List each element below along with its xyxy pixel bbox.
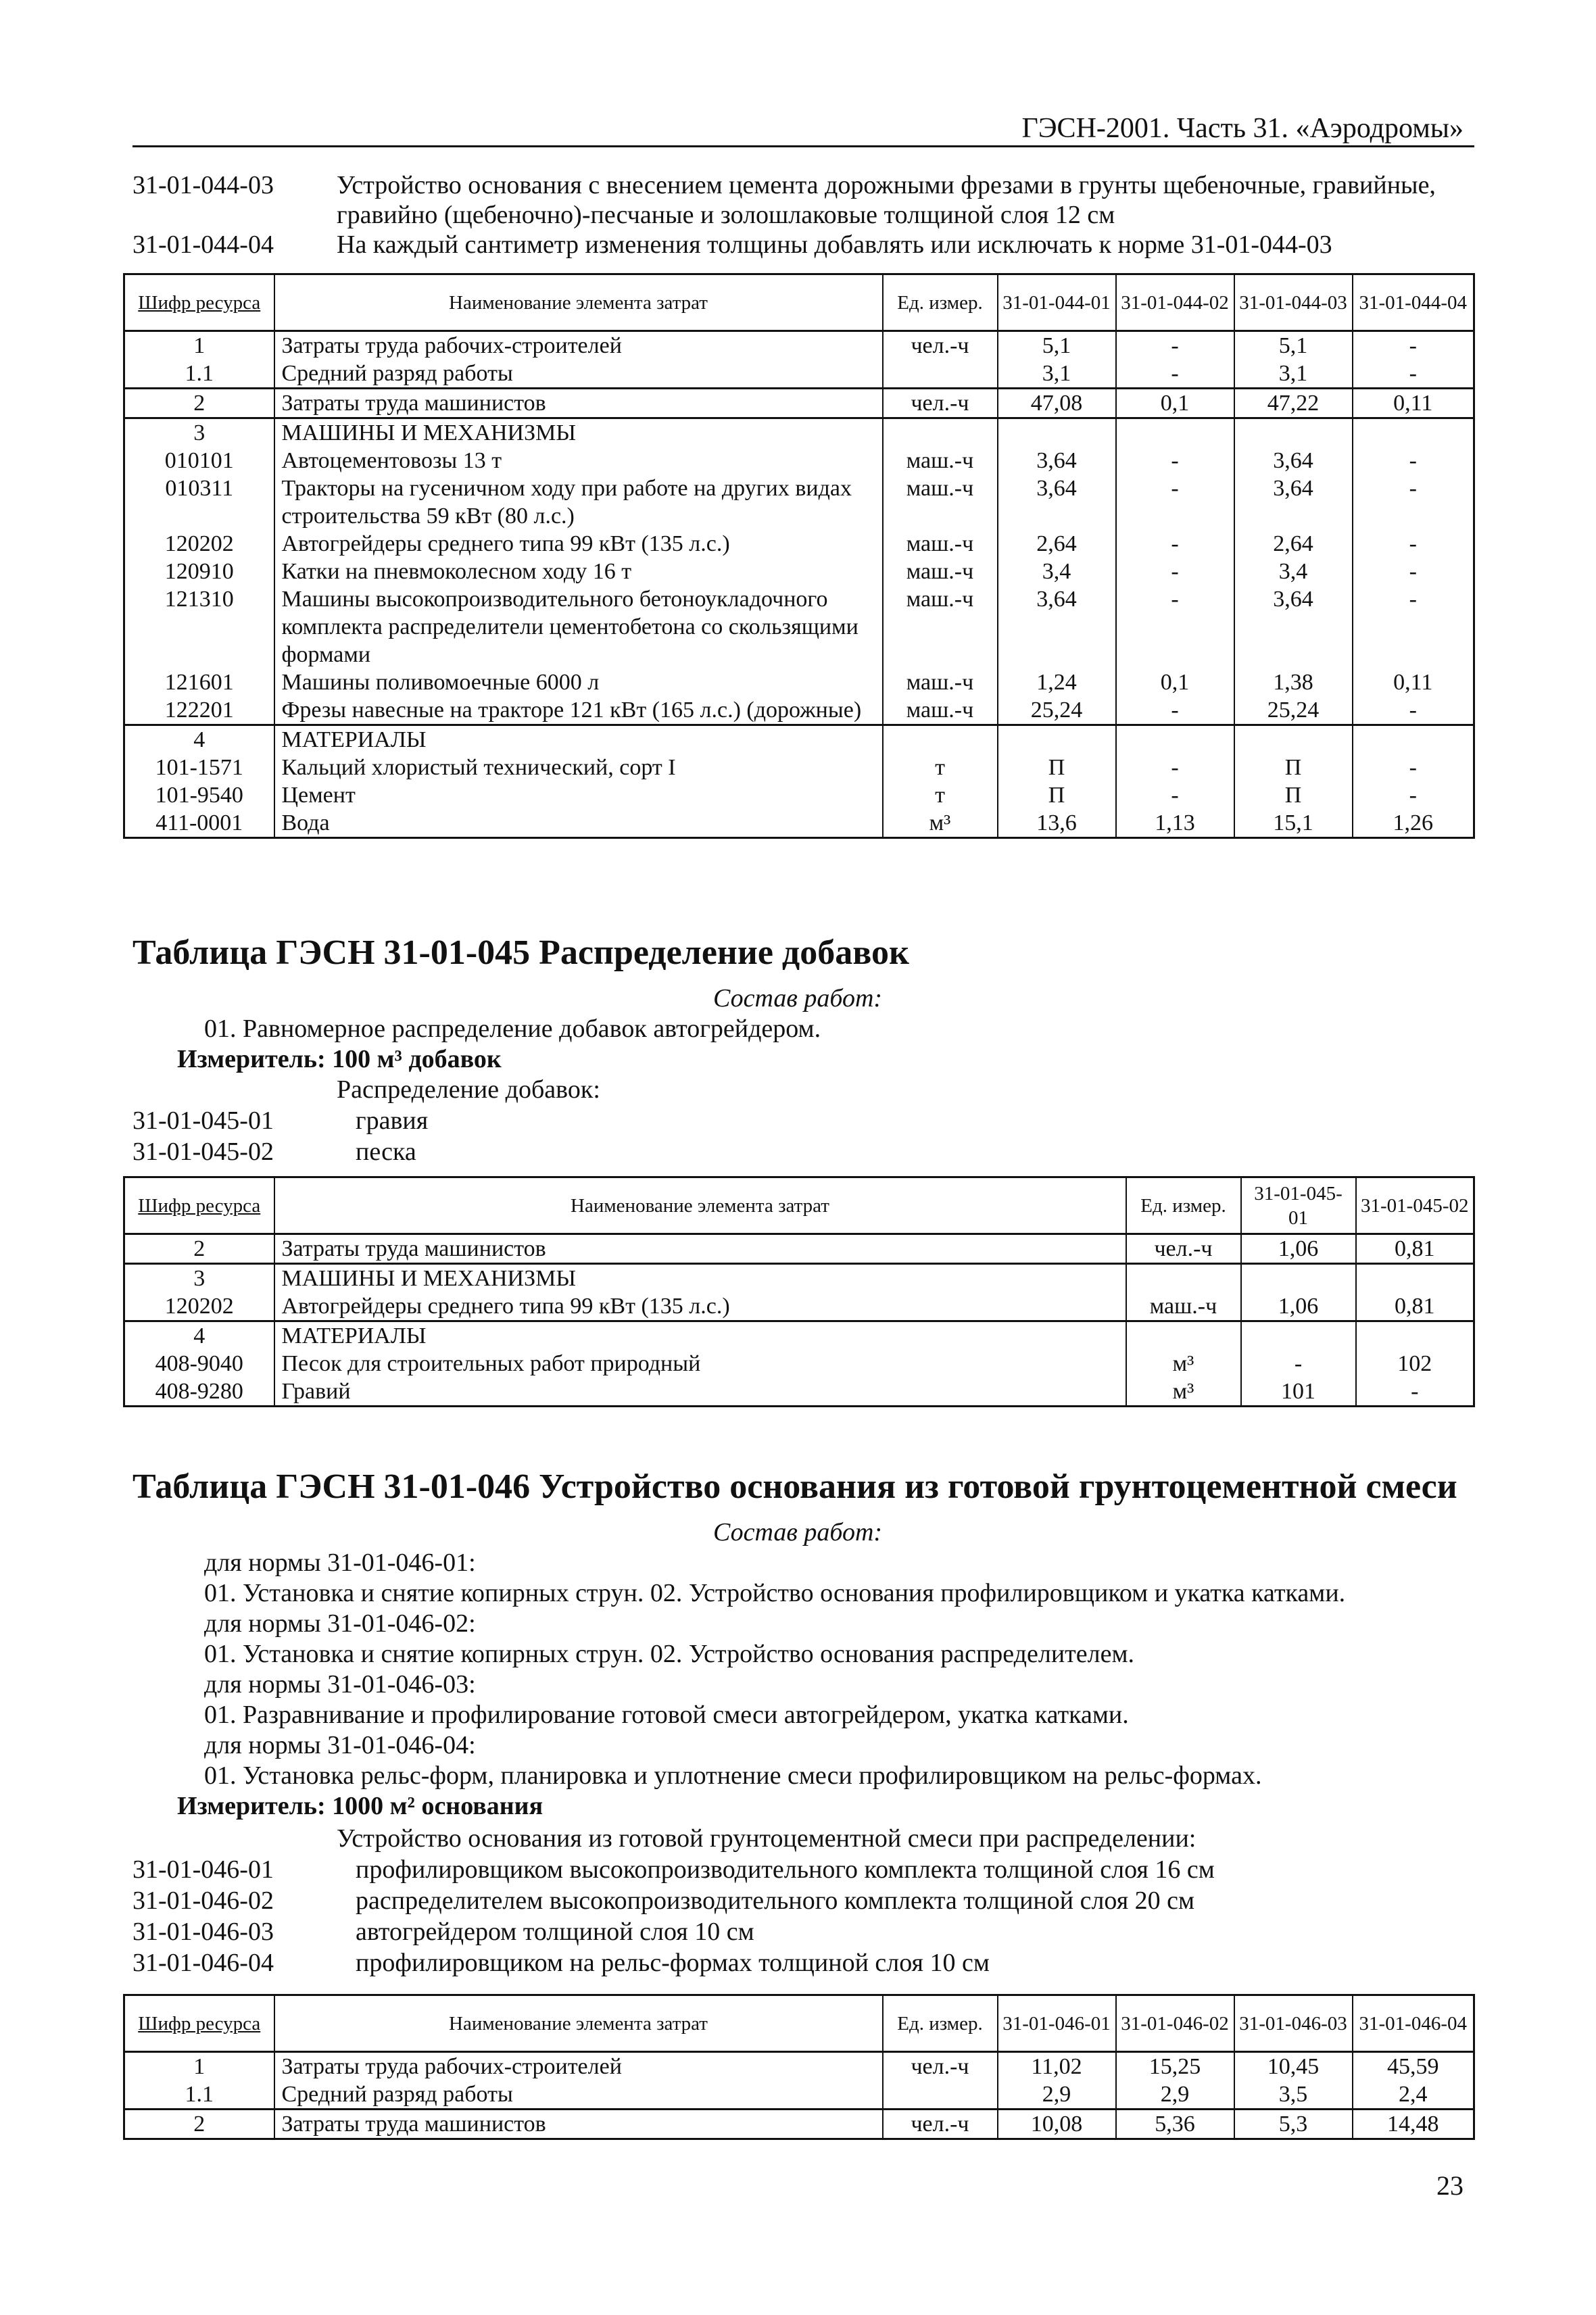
cell-unit: чел.-ч xyxy=(883,331,998,360)
cell-unit: м³ xyxy=(1126,1350,1241,1378)
work-norm-label: для нормы 31-01-046-02: xyxy=(204,1609,476,1638)
cell-name: Средний разряд работы xyxy=(274,2080,883,2110)
cell-name: Тракторы на гусеничном ходу при работе на других видах строительства 59 кВт (80 л.с.) xyxy=(274,474,883,530)
table-row xyxy=(124,809,1474,838)
cell-code: 4 xyxy=(124,725,274,754)
cell-unit: маш.-ч xyxy=(883,585,998,668)
cell-value: 3,64 xyxy=(1234,474,1353,530)
cell-value: 1,06 xyxy=(1241,1292,1356,1321)
norm-item-046-01 xyxy=(132,1855,1471,1884)
cell-value: - xyxy=(1353,696,1474,725)
cell-code: 120910 xyxy=(124,558,274,585)
table-row xyxy=(124,585,1474,668)
cell-code: 411-0001 xyxy=(124,809,274,838)
cell-unit: чел.-ч xyxy=(1126,1234,1241,1264)
cell-code: 1 xyxy=(124,331,274,360)
cell-code: 1 xyxy=(124,2052,274,2081)
cell-code: 120202 xyxy=(124,530,274,558)
table-section-row xyxy=(124,418,1474,447)
cell-unit: маш.-ч xyxy=(883,530,998,558)
work-item: 01. Установка рельс-форм, планировка и уплотнение смеси профилировщиком на рельс-формах. xyxy=(204,1761,1262,1790)
cell-value: 13,6 xyxy=(998,809,1116,838)
table-row xyxy=(124,389,1474,418)
cell-name: Затраты труда рабочих-строителей xyxy=(274,2052,883,2081)
col-header-unit: Ед. измер. xyxy=(1126,1177,1241,1234)
table-row xyxy=(124,1292,1474,1321)
cell-name: Цемент xyxy=(274,781,883,809)
cell-name: Гравий xyxy=(274,1378,1126,1407)
section-title-045: Таблица ГЭСН 31-01-045 Распределение добавок xyxy=(132,933,909,972)
norm-description: песка xyxy=(356,1138,416,1166)
col-header-norm: 31-01-044-03 xyxy=(1234,274,1353,331)
cell-unit: маш.-ч xyxy=(1126,1292,1241,1321)
cell-value: - xyxy=(1116,754,1234,781)
header-divider xyxy=(132,145,1474,147)
cell-value: 3,1 xyxy=(998,360,1116,389)
cell-value: 0,1 xyxy=(1116,389,1234,418)
norm-code: 31-01-045-01 xyxy=(132,1106,274,1135)
col-header-norm: 31-01-045-01 xyxy=(1241,1177,1356,1234)
cell-value: П xyxy=(998,781,1116,809)
norm-item-046-04 xyxy=(132,1948,1471,1978)
cell-value: - xyxy=(1353,474,1474,530)
norm-description: гравия xyxy=(356,1106,429,1135)
cell-code: 101-1571 xyxy=(124,754,274,781)
cell-value: 5,36 xyxy=(1116,2110,1234,2139)
table-row xyxy=(124,474,1474,530)
cell-value: - xyxy=(1116,474,1234,530)
cell-value: 0,81 xyxy=(1356,1234,1474,1264)
cell-unit: т xyxy=(883,754,998,781)
cell-value: - xyxy=(1353,585,1474,668)
cell-name: Кальций хлористый технический, сорт I xyxy=(274,754,883,781)
cell-value: 15,1 xyxy=(1234,809,1353,838)
work-norm-label: для нормы 31-01-046-03: xyxy=(204,1670,476,1699)
cell-value: 0,1 xyxy=(1116,668,1234,696)
cell-code: 101-9540 xyxy=(124,781,274,809)
cell-unit: чел.-ч xyxy=(883,2052,998,2081)
cell-code: 2 xyxy=(124,1234,274,1264)
cell-name: Затраты труда машинистов xyxy=(274,1234,1126,1264)
table-section-row xyxy=(124,1321,1474,1350)
cell-value: 11,02 xyxy=(998,2052,1116,2081)
cell-value: - xyxy=(1353,447,1474,474)
work-item: 01. Установка и снятие копирных струн. 02. Устройство основания распределителем. xyxy=(204,1640,1134,1668)
norm-item-046-02 xyxy=(132,1886,1471,1916)
cell-value: 0,11 xyxy=(1353,389,1474,418)
cell-unit: м³ xyxy=(883,809,998,838)
cell-unit: маш.-ч xyxy=(883,474,998,530)
col-header-code: Шифр ресурса xyxy=(124,1177,274,1234)
col-header-norm: 31-01-046-03 xyxy=(1234,1995,1353,2052)
table-row xyxy=(124,781,1474,809)
table-row xyxy=(124,2052,1474,2081)
cell-code: 1.1 xyxy=(124,360,274,389)
col-header-name: Наименование элемента затрат xyxy=(274,1177,1126,1234)
norm-description: автогрейдером толщиной слоя 10 см xyxy=(356,1918,754,1946)
cell-value: 101 xyxy=(1241,1378,1356,1407)
cell-value: - xyxy=(1356,1378,1474,1407)
col-header-norm: 31-01-046-01 xyxy=(998,1995,1116,2052)
cell-unit xyxy=(883,360,998,389)
col-header-norm: 31-01-044-01 xyxy=(998,274,1116,331)
cell-name: Катки на пневмоколесном ходу 16 т xyxy=(274,558,883,585)
norm-item-044-03 xyxy=(132,170,1471,230)
section-title-046: Таблица ГЭСН 31-01-046 Устройство основания из готовой грунтоцементной смеси xyxy=(132,1467,1457,1506)
cell-value: 3,1 xyxy=(1234,360,1353,389)
running-header: ГЭСН-2001. Часть 31. «Аэродромы» xyxy=(1021,113,1464,144)
cell-name: Средний разряд работы xyxy=(274,360,883,389)
table-header-row xyxy=(124,1177,1474,1234)
cell-code: 408-9280 xyxy=(124,1378,274,1407)
cell-value: 2,4 xyxy=(1353,2080,1474,2110)
cell-name: Машины высокопроизводительного бетоноукладочного комплекта распределители цементобетона со скользящими формами xyxy=(274,585,883,668)
cell-value: - xyxy=(1353,754,1474,781)
cell-code: 2 xyxy=(124,2110,274,2139)
norm-code: 31-01-046-04 xyxy=(132,1949,274,1977)
col-header-name: Наименование элемента затрат xyxy=(274,274,883,331)
cell-value: 47,22 xyxy=(1234,389,1353,418)
cell-value: 3,5 xyxy=(1234,2080,1353,2110)
cell-unit: м³ xyxy=(1126,1378,1241,1407)
cell-value: 1,24 xyxy=(998,668,1116,696)
page-number: 23 xyxy=(1436,2170,1464,2201)
cell-value: П xyxy=(998,754,1116,781)
cell-value: - xyxy=(1353,331,1474,360)
cell-value: - xyxy=(1116,781,1234,809)
group-label: Устройство основания из готовой грунтоцементной смеси при распределении: xyxy=(337,1824,1196,1853)
cell-value: 102 xyxy=(1356,1350,1474,1378)
cell-section-title: МАШИНЫ И МЕХАНИЗМЫ xyxy=(274,418,883,447)
cell-value: - xyxy=(1116,585,1234,668)
col-header-norm: 31-01-046-02 xyxy=(1116,1995,1234,2052)
table-row xyxy=(124,668,1474,696)
cell-value: 15,25 xyxy=(1116,2052,1234,2081)
cell-value: - xyxy=(1353,558,1474,585)
cell-code: 122201 xyxy=(124,696,274,725)
cell-value: - xyxy=(1241,1350,1356,1378)
work-norm-label: для нормы 31-01-046-01: xyxy=(204,1549,476,1577)
cell-value: П xyxy=(1234,754,1353,781)
cell-value: - xyxy=(1116,447,1234,474)
cell-code: 408-9040 xyxy=(124,1350,274,1378)
cell-value: 5,1 xyxy=(1234,331,1353,360)
cell-name: Песок для строительных работ природный xyxy=(274,1350,1126,1378)
cell-value: 1,06 xyxy=(1241,1234,1356,1264)
col-header-unit: Ед. измер. xyxy=(883,274,998,331)
cell-value: - xyxy=(1353,530,1474,558)
col-header-unit: Ед. измер. xyxy=(883,1995,998,2052)
cell-code: 121601 xyxy=(124,668,274,696)
table-row xyxy=(124,2110,1474,2139)
cell-unit: маш.-ч xyxy=(883,558,998,585)
work-composition-label: Состав работ: xyxy=(713,1518,883,1546)
cell-value: 2,64 xyxy=(998,530,1116,558)
norm-description: профилировщиком на рельс-формах толщиной слоя 10 см xyxy=(356,1949,990,1977)
table-header-row xyxy=(124,1995,1474,2052)
cell-value: 10,08 xyxy=(998,2110,1116,2139)
table-row xyxy=(124,331,1474,360)
cell-unit: чел.-ч xyxy=(883,2110,998,2139)
cell-unit: маш.-ч xyxy=(883,447,998,474)
cell-section-title: МАШИНЫ И МЕХАНИЗМЫ xyxy=(274,1264,1126,1293)
resource-table-046 xyxy=(123,1994,1475,2140)
cell-value: 45,59 xyxy=(1353,2052,1474,2081)
cell-value: - xyxy=(1116,530,1234,558)
cell-value: 14,48 xyxy=(1353,2110,1474,2139)
table-row xyxy=(124,696,1474,725)
cell-value: - xyxy=(1116,331,1234,360)
work-norm-label: для нормы 31-01-046-04: xyxy=(204,1731,476,1759)
cell-name: Фрезы навесные на тракторе 121 кВт (165 л.с.) (дорожные) xyxy=(274,696,883,725)
cell-name: Автоцементовозы 13 т xyxy=(274,447,883,474)
cell-name: Затраты труда машинистов xyxy=(274,389,883,418)
cell-code: 120202 xyxy=(124,1292,274,1321)
measure-unit: Измеритель: 100 м³ добавок xyxy=(177,1045,502,1073)
norm-code: 31-01-046-02 xyxy=(132,1886,274,1915)
col-header-norm: 31-01-044-02 xyxy=(1116,274,1234,331)
norm-code: 31-01-044-03 xyxy=(132,171,274,199)
norm-item-045-02 xyxy=(132,1137,808,1167)
norm-code: 31-01-044-04 xyxy=(132,230,274,259)
cell-value: 3,64 xyxy=(998,447,1116,474)
cell-name: Вода xyxy=(274,809,883,838)
cell-code: 1.1 xyxy=(124,2080,274,2110)
cell-code: 4 xyxy=(124,1321,274,1350)
cell-value: 2,64 xyxy=(1234,530,1353,558)
cell-value: 5,3 xyxy=(1234,2110,1353,2139)
table-row xyxy=(124,2080,1474,2110)
norm-description: Устройство основания с внесением цемента дорожными фрезами в грунты щебеночные, гравийные, гравийно (щебеночно)-песчаные и золошлаковые толщиной слоя 12 см xyxy=(337,171,1436,229)
table-row xyxy=(124,1350,1474,1378)
col-header-norm: 31-01-046-04 xyxy=(1353,1995,1474,2052)
cell-value: 3,64 xyxy=(1234,585,1353,668)
table-section-row xyxy=(124,725,1474,754)
col-header-norm: 31-01-045-02 xyxy=(1356,1177,1474,1234)
cell-code: 3 xyxy=(124,418,274,447)
measure-unit: Измеритель: 1000 м² основания xyxy=(177,1792,543,1820)
cell-value: 3,4 xyxy=(1234,558,1353,585)
cell-value: П xyxy=(1234,781,1353,809)
table-row xyxy=(124,447,1474,474)
norm-code: 31-01-046-01 xyxy=(132,1855,274,1884)
cell-value: 1,13 xyxy=(1116,809,1234,838)
table-row xyxy=(124,754,1474,781)
cell-value: 1,38 xyxy=(1234,668,1353,696)
cell-section-title: МАТЕРИАЛЫ xyxy=(274,725,883,754)
cell-value: - xyxy=(1353,360,1474,389)
cell-value: 2,9 xyxy=(1116,2080,1234,2110)
cell-name: Машины поливомоечные 6000 л xyxy=(274,668,883,696)
cell-unit: маш.-ч xyxy=(883,668,998,696)
cell-name: Затраты труда машинистов xyxy=(274,2110,883,2139)
norm-item-044-04 xyxy=(132,230,1471,260)
cell-value: 0,81 xyxy=(1356,1292,1474,1321)
norm-item-046-03 xyxy=(132,1917,1471,1947)
cell-section-title: МАТЕРИАЛЫ xyxy=(274,1321,1126,1350)
cell-value: - xyxy=(1116,360,1234,389)
norm-description: На каждый сантиметр изменения толщины добавлять или исключать к норме 31-01-044-03 xyxy=(337,230,1332,259)
resource-table-045 xyxy=(123,1176,1475,1407)
cell-value: 25,24 xyxy=(1234,696,1353,725)
cell-value: - xyxy=(1116,558,1234,585)
work-item: 01. Установка и снятие копирных струн. 02. Устройство основания профилировщиком и укатка катками. xyxy=(204,1579,1346,1607)
cell-value: 3,4 xyxy=(998,558,1116,585)
col-header-code: Шифр ресурса xyxy=(124,1995,274,2052)
norm-code: 31-01-045-02 xyxy=(132,1138,274,1166)
col-header-norm: 31-01-044-04 xyxy=(1353,274,1474,331)
cell-unit: чел.-ч xyxy=(883,389,998,418)
col-header-name: Наименование элемента затрат xyxy=(274,1995,883,2052)
cell-value: 1,26 xyxy=(1353,809,1474,838)
cell-code: 010311 xyxy=(124,474,274,530)
cell-code: 010101 xyxy=(124,447,274,474)
table-row xyxy=(124,1234,1474,1264)
cell-code: 3 xyxy=(124,1264,274,1293)
table-header-row xyxy=(124,274,1474,331)
norm-code: 31-01-046-03 xyxy=(132,1918,274,1946)
table-row xyxy=(124,1378,1474,1407)
table-row xyxy=(124,360,1474,389)
cell-value: 47,08 xyxy=(998,389,1116,418)
norm-description: профилировщиком высокопроизводительного комплекта толщиной слоя 16 см xyxy=(356,1855,1215,1884)
resource-table-044 xyxy=(123,273,1475,839)
cell-unit xyxy=(883,2080,998,2110)
cell-name: Автогрейдеры среднего типа 99 кВт (135 л.с.) xyxy=(274,1292,1126,1321)
cell-value: 5,1 xyxy=(998,331,1116,360)
norm-item-045-01 xyxy=(132,1106,808,1136)
cell-value: 2,9 xyxy=(998,2080,1116,2110)
group-label: Распределение добавок: xyxy=(337,1075,600,1104)
cell-value: 3,64 xyxy=(998,585,1116,668)
cell-value: - xyxy=(1116,696,1234,725)
norm-description: распределителем высокопроизводительного комплекта толщиной слоя 20 см xyxy=(356,1886,1195,1915)
cell-value: 10,45 xyxy=(1234,2052,1353,2081)
table-row xyxy=(124,530,1474,558)
cell-name: Автогрейдеры среднего типа 99 кВт (135 л.с.) xyxy=(274,530,883,558)
work-composition-label: Состав работ: xyxy=(713,984,883,1013)
cell-value: 25,24 xyxy=(998,696,1116,725)
cell-code: 2 xyxy=(124,389,274,418)
cell-value: - xyxy=(1353,781,1474,809)
work-item: 01. Разравнивание и профилирование готовой смеси автогрейдером, укатка катками. xyxy=(204,1701,1129,1729)
cell-name: Затраты труда рабочих-строителей xyxy=(274,331,883,360)
cell-unit: маш.-ч xyxy=(883,696,998,725)
cell-value: 3,64 xyxy=(998,474,1116,530)
cell-value: 3,64 xyxy=(1234,447,1353,474)
table-row xyxy=(124,558,1474,585)
cell-code: 121310 xyxy=(124,585,274,668)
work-item: 01. Равномерное распределение добавок автогрейдером. xyxy=(204,1015,821,1043)
table-section-row xyxy=(124,1264,1474,1293)
cell-value: 0,11 xyxy=(1353,668,1474,696)
col-header-code: Шифр ресурса xyxy=(124,274,274,331)
cell-unit: т xyxy=(883,781,998,809)
